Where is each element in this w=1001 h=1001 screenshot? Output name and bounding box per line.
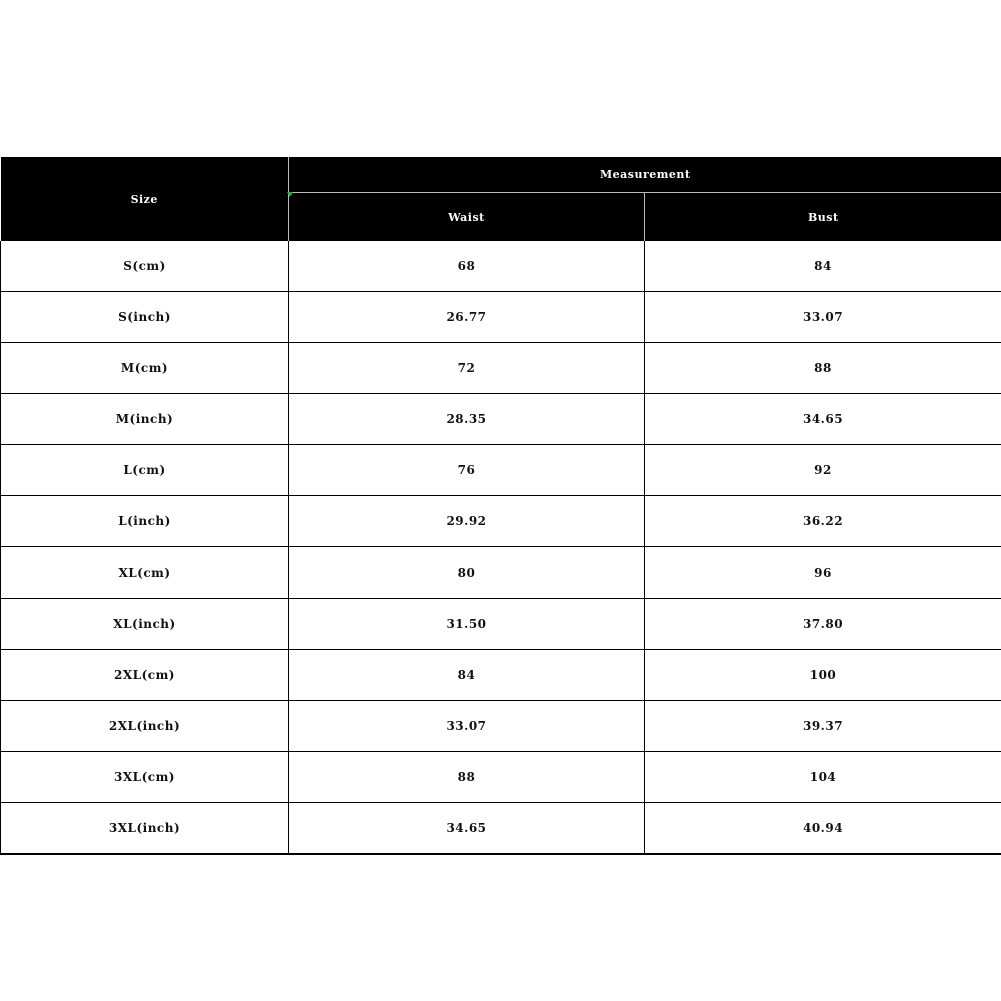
cell-marker-icon	[287, 192, 293, 197]
table-row	[1, 700, 1001, 751]
table-row	[1, 394, 1001, 445]
table-row	[1, 343, 1001, 394]
table-row	[1, 445, 1001, 496]
measurement-group-header: Measurement	[289, 157, 1001, 193]
size-cell: XL(inch)	[1, 598, 289, 649]
bust-column-header: Bust	[645, 193, 1001, 242]
table-row	[1, 241, 1001, 292]
bust-cell: 39.37	[645, 700, 1001, 751]
bust-cell: 34.65	[645, 394, 1001, 445]
size-chart-table	[0, 157, 1001, 855]
table-row	[1, 292, 1001, 343]
waist-column-header: Waist	[289, 193, 645, 242]
size-column-header: Size	[1, 157, 289, 241]
bust-cell: 100	[645, 649, 1001, 700]
waist-cell: 84	[289, 649, 645, 700]
bust-cell: 88	[645, 343, 1001, 394]
bust-cell: 40.94	[645, 802, 1001, 854]
waist-cell: 28.35	[289, 394, 645, 445]
waist-cell: 29.92	[289, 496, 645, 547]
size-cell: S(cm)	[1, 241, 289, 292]
size-cell: S(inch)	[1, 292, 289, 343]
table-row	[1, 598, 1001, 649]
bust-cell: 36.22	[645, 496, 1001, 547]
size-cell: 2XL(inch)	[1, 700, 289, 751]
size-cell: 3XL(inch)	[1, 802, 289, 854]
waist-cell: 34.65	[289, 802, 645, 854]
waist-cell: 26.77	[289, 292, 645, 343]
table-row	[1, 496, 1001, 547]
size-cell: L(cm)	[1, 445, 289, 496]
bust-cell: 92	[645, 445, 1001, 496]
bust-cell: 104	[645, 751, 1001, 802]
bust-cell: 84	[645, 241, 1001, 292]
waist-cell: 76	[289, 445, 645, 496]
bust-cell: 33.07	[645, 292, 1001, 343]
table-row	[1, 649, 1001, 700]
bust-cell: 37.80	[645, 598, 1001, 649]
table-row	[1, 751, 1001, 802]
waist-cell: 31.50	[289, 598, 645, 649]
header-row-top	[1, 157, 1001, 193]
waist-cell: 80	[289, 547, 645, 598]
size-cell: M(inch)	[1, 394, 289, 445]
size-cell: 2XL(cm)	[1, 649, 289, 700]
table-row	[1, 547, 1001, 598]
waist-cell: 33.07	[289, 700, 645, 751]
bust-cell: 96	[645, 547, 1001, 598]
table-row	[1, 802, 1001, 854]
size-cell: M(cm)	[1, 343, 289, 394]
waist-cell: 68	[289, 241, 645, 292]
size-cell: L(inch)	[1, 496, 289, 547]
size-cell: XL(cm)	[1, 547, 289, 598]
waist-cell: 88	[289, 751, 645, 802]
table-body	[1, 241, 1001, 854]
size-cell: 3XL(cm)	[1, 751, 289, 802]
waist-cell: 72	[289, 343, 645, 394]
table-header	[1, 157, 1001, 241]
